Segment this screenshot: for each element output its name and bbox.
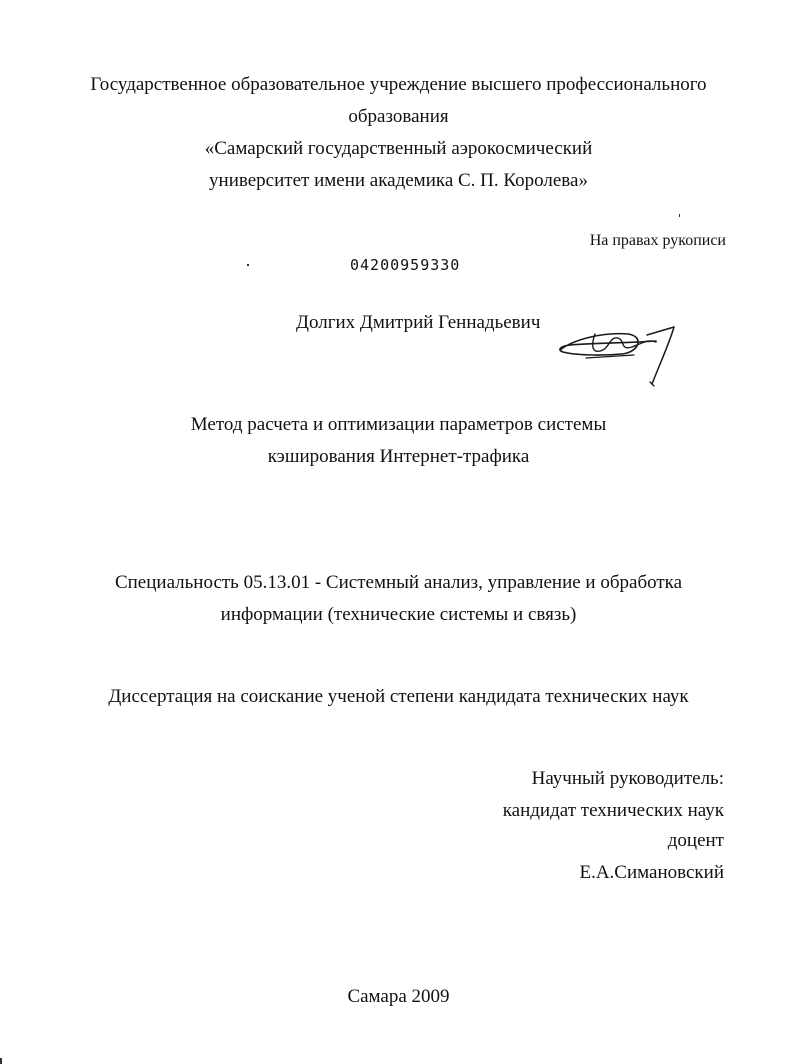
advisor-degree: кандидат технических наук (502, 800, 724, 821)
dissertation-title-line-2: кэширования Интернет-трафика (267, 446, 530, 467)
advisor-label: Научный руководитель: (531, 768, 724, 789)
scan-edge-mark (0, 1058, 2, 1064)
institution-line-3: «Самарский государственный аэрокосмический (204, 138, 593, 159)
dissertation-title-line-1: Метод расчета и оптимизации параметров системы (190, 414, 607, 435)
institution-line-1: Государственное образовательное учреждение высшего профессионального (90, 74, 707, 95)
specialty-line-2: информации (технические системы и связь) (220, 604, 577, 625)
institution-line-2: образования (348, 106, 449, 127)
registration-number: 04200959330 (350, 256, 461, 274)
advisor-name: Е.А.Симановский (579, 862, 724, 883)
institution-line-4: университет имени академика С. П. Королева» (209, 170, 588, 191)
degree-statement: Диссертация на соискание ученой степени кандидата технических наук (108, 686, 689, 707)
scan-speck (679, 214, 680, 217)
author-name: Долгих Дмитрий Геннадьевич (296, 312, 541, 333)
scan-dot (247, 264, 249, 266)
advisor-rank: доцент (667, 830, 724, 851)
manuscript-rights: На правах рукописи (589, 232, 726, 249)
author-signature (552, 316, 682, 388)
city-year: Самара 2009 (347, 986, 450, 1007)
specialty-line-1: Специальность 05.13.01 - Системный анализ, управление и обработка (114, 572, 683, 593)
